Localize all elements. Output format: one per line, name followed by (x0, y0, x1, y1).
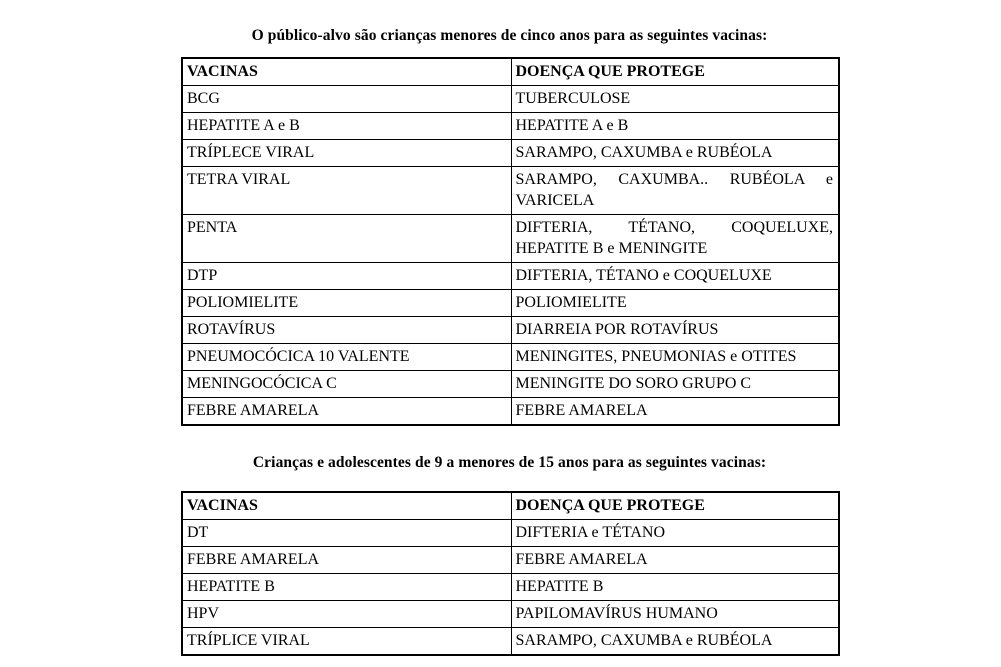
vaccine-cell: DTP (182, 263, 511, 290)
disease-cell: MENINGITE DO SORO GRUPO C (511, 371, 839, 398)
table-row (182, 290, 839, 317)
vaccine-cell: HEPATITE A e B (182, 113, 511, 140)
vaccine-cell: TETRA VIRAL (182, 167, 511, 215)
table-row (182, 371, 839, 398)
table-row (182, 398, 839, 426)
table-row (182, 215, 839, 263)
vaccine-cell: MENINGOCÓCICA C (182, 371, 511, 398)
table-row (182, 167, 839, 215)
table-row (182, 601, 839, 628)
column-header-cell: VACINAS (182, 492, 511, 520)
disease-cell: HEPATITE A e B (511, 113, 839, 140)
vaccine-cell: ROTAVÍRUS (182, 317, 511, 344)
nine-to-fifteen-vaccines-section (181, 454, 838, 656)
disease-cell: HEPATITE B (511, 574, 839, 601)
vaccine-cell: FEBRE AMARELA (182, 398, 511, 426)
vaccine-cell: HEPATITE B (182, 574, 511, 601)
vaccine-cell: TRÍPLECE VIRAL (182, 140, 511, 167)
table-row (182, 574, 839, 601)
vaccine-cell: TRÍPLICE VIRAL (182, 628, 511, 656)
table-row (182, 520, 839, 547)
disease-cell: DIARREIA POR ROTAVÍRUS (511, 317, 839, 344)
vaccine-cell: PNEUMOCÓCICA 10 VALENTE (182, 344, 511, 371)
header-row (182, 58, 839, 86)
under-five-vaccines-table (181, 57, 840, 426)
table-row (182, 628, 839, 656)
disease-cell: FEBRE AMARELA (511, 547, 839, 574)
vaccine-cell: FEBRE AMARELA (182, 547, 511, 574)
vaccine-cell: POLIOMIELITE (182, 290, 511, 317)
disease-cell: MENINGITES, PNEUMONIAS e OTITES (511, 344, 839, 371)
table-row (182, 317, 839, 344)
disease-cell: DIFTERIA, TÉTANO, COQUELUXE, HEPATITE B e MENINGITE (511, 215, 839, 263)
table-row (182, 140, 839, 167)
under-five-table-title: O público-alvo são crianças menores de cinco anos para as seguintes vacinas: (251, 27, 768, 44)
table-row (182, 263, 839, 290)
column-header-cell: DOENÇA QUE PROTEGE (511, 58, 839, 86)
disease-cell: SARAMPO, CAXUMBA.. RUBÉOLA e VARICELA (511, 167, 839, 215)
vaccine-cell: DT (182, 520, 511, 547)
table-row (182, 113, 839, 140)
disease-cell: DIFTERIA e TÉTANO (511, 520, 839, 547)
disease-cell: POLIOMIELITE (511, 290, 839, 317)
table-row (182, 86, 839, 113)
column-header-cell: DOENÇA QUE PROTEGE (511, 492, 839, 520)
disease-cell: TUBERCULOSE (511, 86, 839, 113)
disease-cell: SARAMPO, CAXUMBA e RUBÉOLA (511, 628, 839, 656)
vaccine-cell: HPV (182, 601, 511, 628)
nine-to-fifteen-vaccines-table (181, 491, 840, 656)
vaccine-cell: BCG (182, 86, 511, 113)
disease-cell: SARAMPO, CAXUMBA e RUBÉOLA (511, 140, 839, 167)
nine-to-fifteen-table-title: Crianças e adolescentes de 9 a menores de 15 anos para as seguintes vacinas: (252, 454, 767, 471)
table-row (182, 344, 839, 371)
disease-cell: PAPILOMAVÍRUS HUMANO (511, 601, 839, 628)
table-row (182, 547, 839, 574)
header-row (182, 492, 839, 520)
under-five-vaccines-section (181, 27, 838, 426)
vaccine-cell: PENTA (182, 215, 511, 263)
disease-cell: FEBRE AMARELA (511, 398, 839, 426)
column-header-cell: VACINAS (182, 58, 511, 86)
disease-cell: DIFTERIA, TÉTANO e COQUELUXE (511, 263, 839, 290)
